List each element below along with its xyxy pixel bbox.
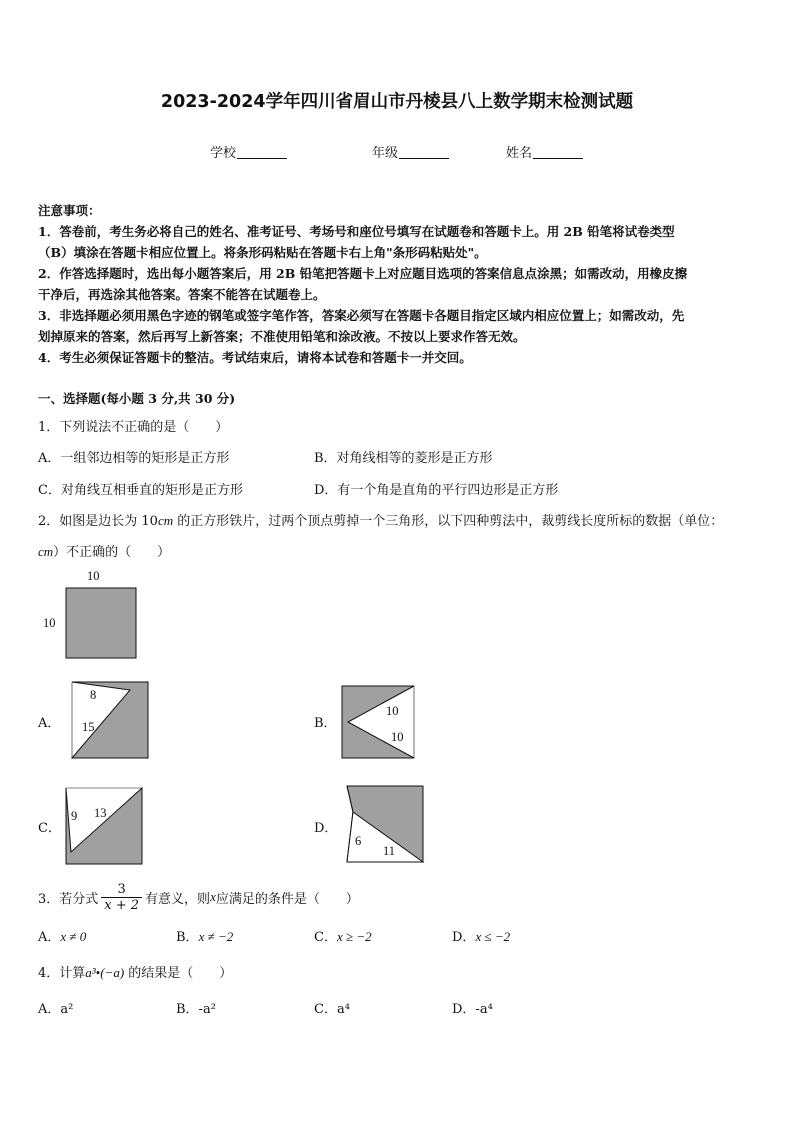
q3-stem [38, 876, 359, 918]
q1-stem: 1．下列说法不正确的是（ ） [38, 420, 229, 435]
q4-stem-part: 的结果是（ ） [124, 966, 233, 981]
cut-label: 8 [90, 688, 97, 702]
q2-option-c-figure[interactable] [62, 784, 150, 868]
notice-line: 3．非选择题必须用黑色字迹的钢笔或签字笔作答，答案必须写在答题卡各题目指定区域内相应位置上；如需改动，先 [38, 308, 685, 323]
notice-line: 2．作答选择题时，选出每小题答案后，用 2B 铅笔把答题卡上对应题目选项的答案信息点涂黑；如需改动，用橡皮擦 [38, 266, 688, 281]
q2-stem-part: 2．如图是边长为 10 [38, 514, 158, 529]
q3-stem-part: 应满足的条件是（ ） [215, 891, 359, 907]
q3-stem-part: 3．若分式 [38, 891, 99, 907]
name-blank[interactable] [533, 146, 583, 159]
q4-stem [38, 962, 232, 981]
fraction-numerator: 3 [101, 882, 142, 898]
option-math: x ≠ 0 [60, 929, 87, 944]
q3-variable: x [210, 889, 216, 904]
q2-unit: cm [38, 544, 54, 559]
q4-expression: a³•(−a) [85, 965, 125, 980]
q4-option-d[interactable]: D．-a⁴ [452, 1002, 493, 1017]
grade-blank[interactable] [399, 146, 449, 159]
q2-stem-cont [38, 541, 170, 560]
q2-option-a-figure[interactable] [66, 678, 156, 762]
cut-label: 6 [355, 834, 362, 848]
cut-label: 10 [386, 704, 399, 718]
q2-stem-part: 的正方形铁片，过两个顶点剪掉一个三角形，以下四种剪法中，裁剪线长度所标的数据（单位： [173, 514, 724, 529]
name-label: 姓名 [506, 146, 533, 161]
name-field [506, 142, 583, 161]
grade-label: 年级 [372, 146, 399, 161]
q2-option-d-letter[interactable]: D． [314, 821, 338, 836]
option-letter: D． [452, 930, 476, 945]
school-blank[interactable] [237, 146, 287, 159]
notice-line: 4．考生必须保证答题卡的整洁。考试结束后，请将本试卷和答题卡一并交回。 [38, 350, 472, 365]
option-math: x ≠ −2 [198, 929, 234, 944]
q4-option-c[interactable]: C．a⁴ [314, 1002, 350, 1017]
q3-option-b[interactable] [176, 926, 233, 945]
q4-option-b[interactable]: B．-a² [176, 1002, 216, 1017]
cut-label: 13 [94, 806, 107, 820]
square-figure [36, 562, 146, 666]
square-shape [66, 588, 136, 658]
notice-line: 划掉原来的答案，然后再写上新答案；不准使用铅笔和涂改液。不按以上要求作答无效。 [38, 329, 526, 344]
q4-option-a[interactable]: A．a² [38, 1002, 74, 1017]
notice-line: （B）填涂在答题卡相应位置上。将条形码粘贴在答题卡右上角"条形码粘贴处"。 [38, 245, 487, 260]
option-letter: A． [38, 930, 61, 945]
q1-option-c[interactable]: C．对角线互相垂直的矩形是正方形 [38, 483, 243, 498]
square-top-label: 10 [87, 569, 100, 583]
q1-option-b[interactable]: B．对角线相等的菱形是正方形 [314, 451, 493, 466]
q1-option-d[interactable]: D．有一个角是直角的平行四边形是正方形 [314, 483, 559, 498]
q3-option-d[interactable] [452, 926, 510, 945]
notice-heading: 注意事项： [38, 203, 101, 218]
q2-option-d-figure[interactable] [343, 782, 429, 866]
q2-stem-part: ）不正确的（ ） [53, 545, 171, 560]
q3-stem-part: 有意义，则 [145, 891, 211, 907]
cut-label: 10 [391, 730, 404, 744]
notice-line: 干净后，再选涂其他答案。答案不能答在试题卷上。 [38, 287, 326, 302]
option-letter: B． [176, 930, 199, 945]
q3-fraction [101, 882, 142, 913]
q2-option-b-figure[interactable] [338, 682, 420, 762]
cut-square-shape [66, 788, 142, 864]
q3-option-a[interactable] [38, 926, 86, 945]
q2-option-b-letter[interactable]: B． [314, 716, 337, 731]
notice-line: 1．答卷前，考生务必将自己的姓名、准考证号、考场号和座位号填写在试题卷和答题卡上。用 2B 铅笔将试卷类型 [38, 224, 675, 239]
grade-field [372, 142, 449, 161]
section-heading: 一、选择题(每小题 3 分,共 30 分) [38, 391, 236, 406]
cut-label: 11 [383, 844, 396, 858]
q2-option-a-letter[interactable]: A． [38, 716, 61, 731]
square-left-label: 10 [43, 616, 56, 630]
page-title: 2023-2024学年四川省眉山市丹棱县八上数学期末检测试题 [160, 92, 634, 112]
option-math: x ≤ −2 [475, 929, 511, 944]
q4-stem-part: 4．计算 [38, 966, 86, 981]
option-math: x ≥ −2 [336, 929, 372, 944]
school-label: 学校 [210, 146, 237, 161]
cut-label: 15 [82, 720, 95, 734]
q2-option-c-letter[interactable]: C． [38, 821, 61, 836]
fraction-denominator: x + 2 [104, 897, 140, 913]
cut-label: 9 [71, 809, 78, 823]
q2-stem [38, 510, 723, 529]
q2-unit: cm [157, 513, 174, 528]
option-letter: C． [314, 930, 337, 945]
q3-option-c[interactable] [314, 926, 372, 945]
q1-option-a[interactable]: A．一组邻边相等的矩形是正方形 [38, 451, 230, 466]
school-field [210, 142, 287, 161]
